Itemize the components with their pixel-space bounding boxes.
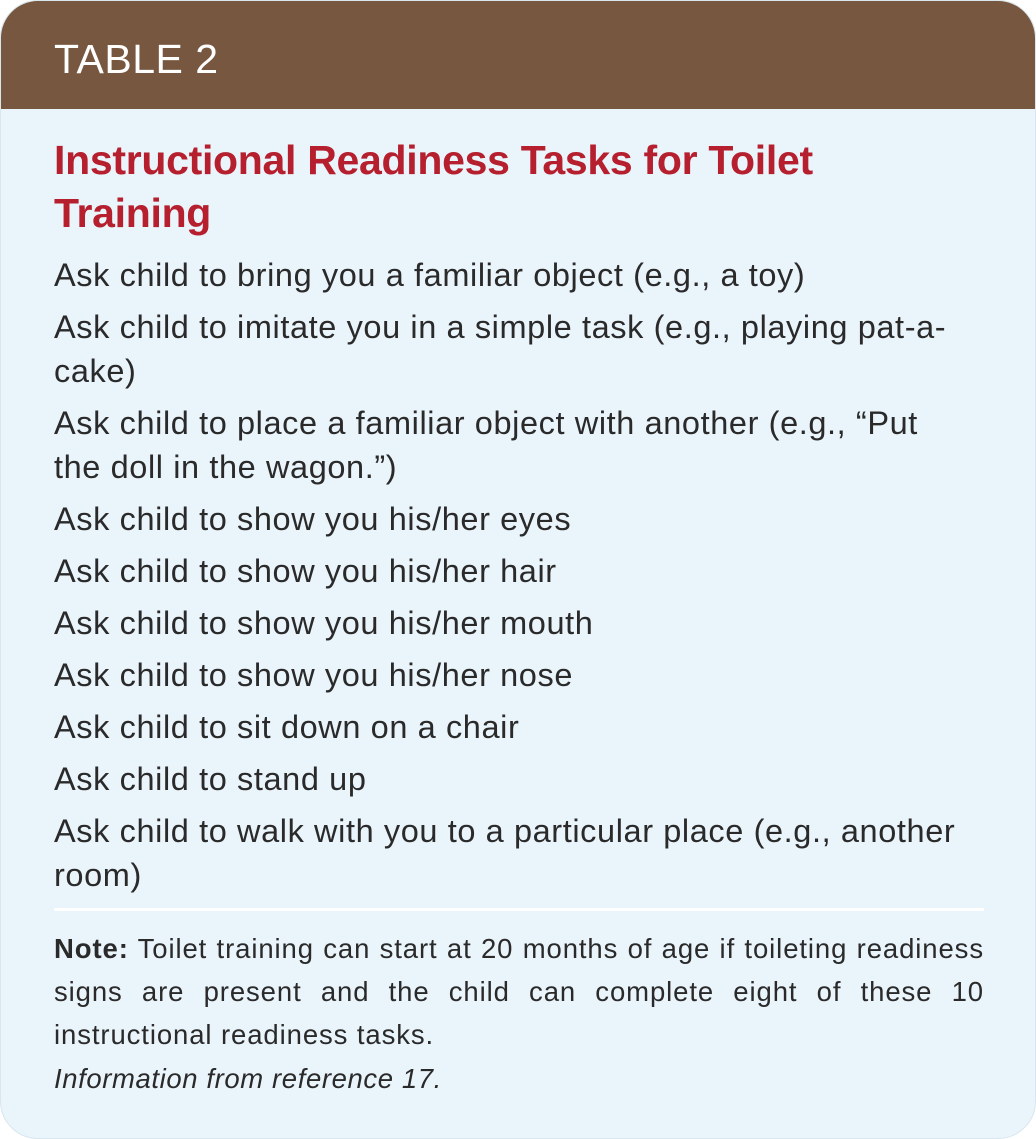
- task-list: [54, 253, 974, 905]
- source-citation: Information from reference 17.: [54, 1063, 442, 1094]
- task-item: Ask child to place a familiar object with another (e.g., “Put the doll in the wagon.”): [54, 405, 918, 485]
- note-divider: [54, 908, 984, 911]
- task-item: Ask child to show you his/her mouth: [54, 605, 594, 641]
- task-item: Ask child to bring you a familiar object (e.g., a toy): [54, 257, 806, 293]
- table-note: [54, 927, 984, 1056]
- task-item: Ask child to show you his/her hair: [54, 553, 557, 589]
- table-title: Instructional Readiness Tasks for Toilet Training: [54, 137, 813, 236]
- task-item: Ask child to imitate you in a simple task (e.g., playing pat-a-cake): [54, 309, 947, 389]
- task-item: Ask child to show you his/her nose: [54, 657, 573, 693]
- note-label: Note:: [54, 933, 129, 964]
- task-item: Ask child to show you his/her eyes: [54, 501, 572, 537]
- task-item: Ask child to sit down on a chair: [54, 709, 520, 745]
- task-item: Ask child to stand up: [54, 761, 367, 797]
- note-text: Toilet training can start at 20 months of age if toileting readiness signs are present and the child can complete eight of these 10 instructional readiness tasks.: [54, 933, 984, 1050]
- task-item: Ask child to walk with you to a particular place (e.g., another room): [54, 813, 956, 893]
- table-number-label: TABLE 2: [54, 36, 219, 82]
- table-header-bar: [1, 1, 1035, 109]
